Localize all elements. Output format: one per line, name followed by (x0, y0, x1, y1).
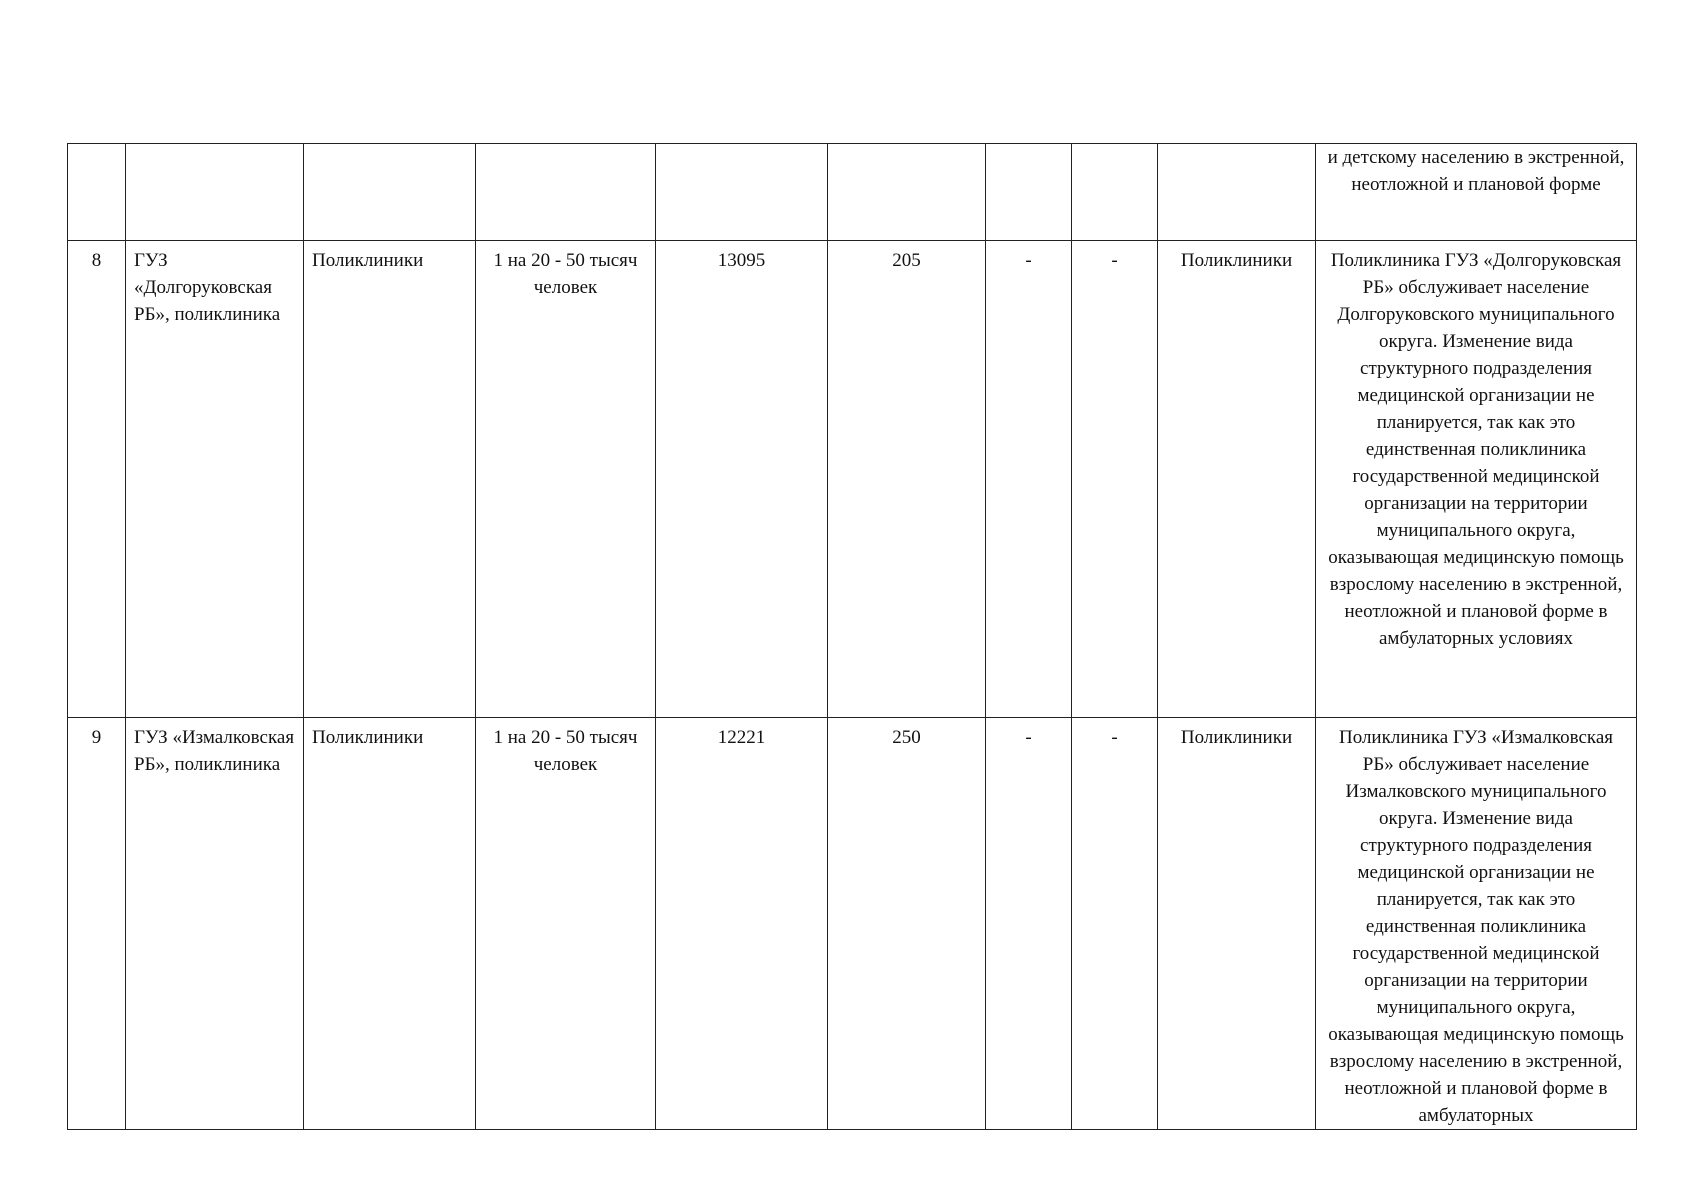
note-text: Поликлиника ГУЗ «Измалковская РБ» обслуживает население Измалковского муниципального округа. Изменение вида структурного подразделения медицинской организации не планируется, так как это единственная поликлиника государственной медицинской организации на территории муниципального округа, оказывающая медицинскую помощь взрослому населению в экстренной, неотложной и плановой форме в амбулаторных (1328, 727, 1624, 1126)
note-text: и детскому населению в экстренной, неотложной и плановой форме (1327, 147, 1625, 195)
cell-dash1 (986, 241, 1072, 718)
facility-name: ГУЗ «Измалковская РБ», поликлиника (134, 727, 295, 775)
cell-norm (476, 144, 656, 241)
cell-name (126, 718, 304, 1130)
cell-norm (476, 718, 656, 1130)
facilities-table (67, 143, 1637, 1130)
cell-num (68, 144, 126, 241)
table-row (68, 718, 1637, 1130)
cell-type (304, 718, 476, 1130)
norm-text: 1 на 20 - 50 тысяч человек (493, 727, 638, 775)
cell-num (68, 241, 126, 718)
facility-type: Поликлиники (312, 727, 424, 748)
row-number: 9 (91, 727, 102, 748)
dash-value: - (1025, 727, 1032, 748)
norm-text: 1 на 20 - 50 тысяч человек (493, 250, 638, 298)
cell-visits (828, 718, 986, 1130)
cell-type2 (1158, 144, 1316, 241)
cell-norm (476, 241, 656, 718)
cell-type (304, 241, 476, 718)
cell-visits (828, 241, 986, 718)
dash-value: - (1111, 250, 1118, 271)
cell-dash2 (1072, 144, 1158, 241)
cell-name (126, 241, 304, 718)
cell-visits (828, 144, 986, 241)
cell-note (1316, 718, 1637, 1130)
table-row (68, 241, 1637, 718)
cell-type2 (1158, 241, 1316, 718)
cell-note (1316, 144, 1637, 241)
visits-value: 205 (892, 250, 921, 271)
cell-num (68, 718, 126, 1130)
dash-value: - (1025, 250, 1032, 271)
cell-type2 (1158, 718, 1316, 1130)
facility-name: ГУЗ «Долгоруковская РБ», поликлиника (134, 250, 281, 325)
table-row-continuation (68, 144, 1637, 241)
cell-type (304, 144, 476, 241)
row-number: 8 (91, 250, 102, 271)
dash-value: - (1111, 727, 1118, 748)
facility-type: Поликлиники (312, 250, 424, 271)
cell-population (656, 144, 828, 241)
cell-note (1316, 241, 1637, 718)
cell-dash1 (986, 718, 1072, 1130)
population-value: 13095 (717, 250, 766, 271)
cell-dash2 (1072, 241, 1158, 718)
cell-population (656, 718, 828, 1130)
facility-type-planned: Поликлиники (1180, 250, 1293, 271)
visits-value: 250 (892, 727, 921, 748)
cell-dash1 (986, 144, 1072, 241)
facility-type-planned: Поликлиники (1180, 727, 1293, 748)
note-text: Поликлиника ГУЗ «Долгоруковская РБ» обслуживает население Долгоруковского муниципального округа. Изменение вида структурного подразделения медицинской организации не планируется, так как это единственная поликлиника государственной медицинской организации на территории муниципального округа, оказывающая медицинскую помощь взрослому населению в экстренной, неотложной и плановой форме в амбулаторных условиях (1328, 250, 1624, 649)
population-value: 12221 (717, 727, 766, 748)
cell-name (126, 144, 304, 241)
cell-population (656, 241, 828, 718)
cell-dash2 (1072, 718, 1158, 1130)
